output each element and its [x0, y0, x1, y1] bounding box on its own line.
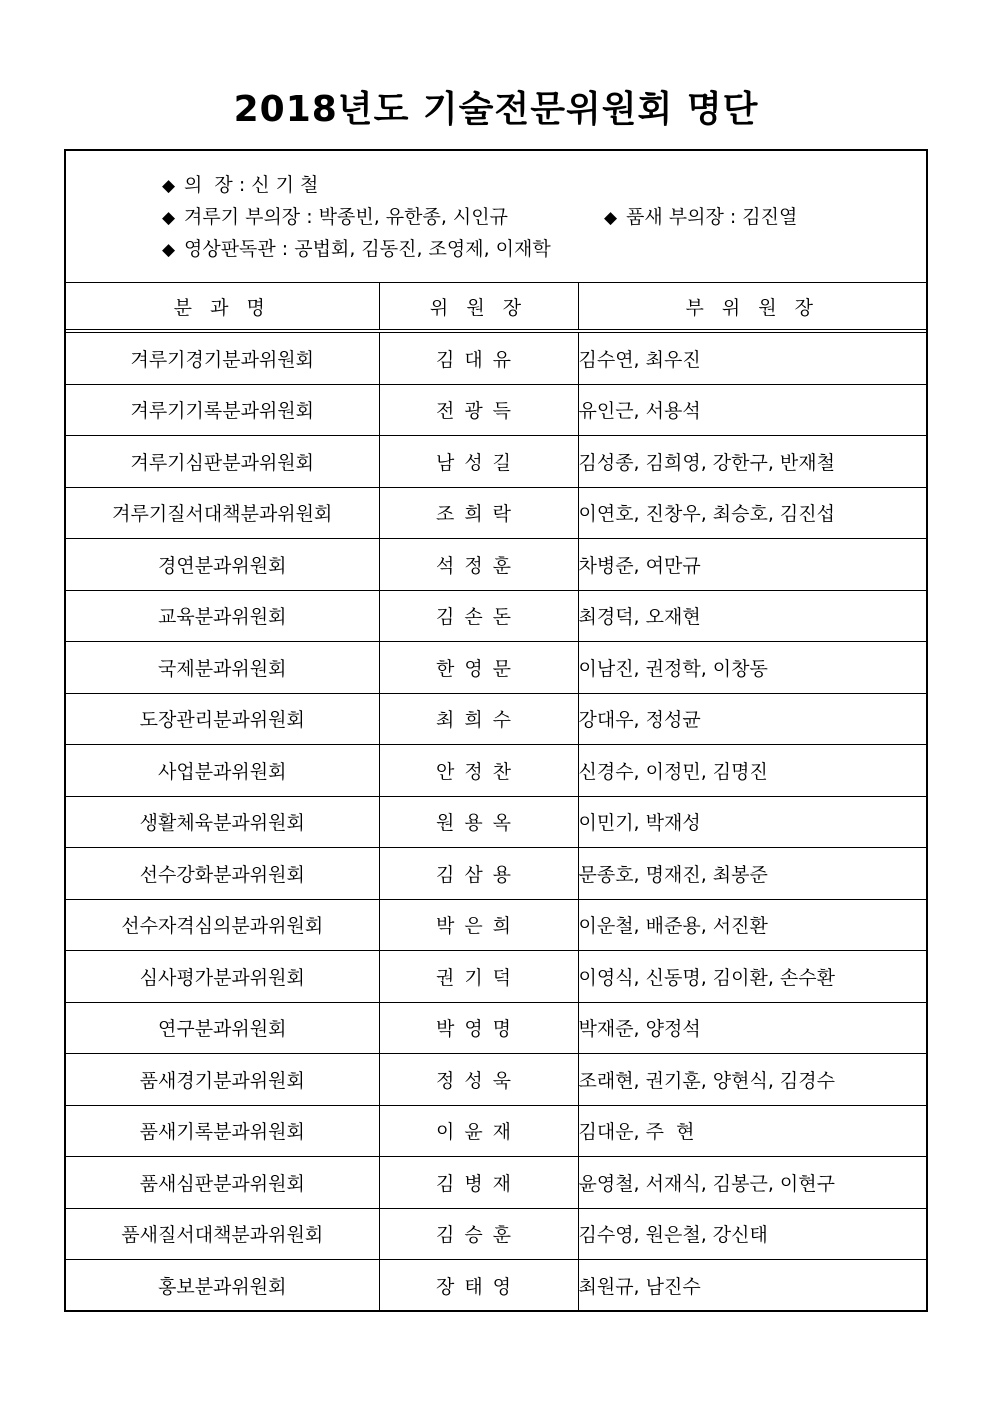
- vice-chairs-cell: 조래현, 권기훈, 양현식, 김경수: [578, 1054, 926, 1106]
- diamond-bullet-icon: ◆: [604, 208, 618, 228]
- committee-name-cell: 홍보분과위원회: [66, 1260, 379, 1311]
- chair-cell: 원용옥: [379, 796, 578, 848]
- table-row: [66, 487, 926, 539]
- vice-chairs-cell: 김성종, 김희영, 강한구, 반재철: [578, 436, 926, 488]
- committee-name-cell: 경연분과위원회: [66, 539, 379, 591]
- chair-cell: 김삼용: [379, 848, 578, 900]
- diamond-bullet-icon: ◆: [162, 208, 176, 228]
- header-chair: 위 원 장: [379, 283, 578, 331]
- table-body: [66, 331, 926, 1311]
- officers-summary: [66, 151, 926, 283]
- table-row: [66, 693, 926, 745]
- chair-cell: 한영문: [379, 642, 578, 694]
- kyorugi-vice-text: 겨루기 부의장 : 박종빈, 유한종, 시인규: [184, 206, 508, 228]
- vice-chairs-cell: 윤영철, 서재식, 김봉근, 이현구: [578, 1157, 926, 1209]
- committee-table: [66, 283, 926, 1311]
- vice-chairs-cell: 이영식, 신동명, 김이환, 손수환: [578, 951, 926, 1003]
- vice-chairs-cell: 김수연, 최우진: [578, 331, 926, 384]
- chair-cell: 김대유: [379, 331, 578, 384]
- table-row: [66, 1002, 926, 1054]
- committee-name-cell: 겨루기질서대책분과위원회: [66, 487, 379, 539]
- committee-name-cell: 겨루기심판분과위원회: [66, 436, 379, 488]
- chair-cell: 박은희: [379, 899, 578, 951]
- chair-cell: 남성길: [379, 436, 578, 488]
- chair-cell: 안정찬: [379, 745, 578, 797]
- poomsae-vice-line: [604, 204, 797, 231]
- vice-chairs-cell: 이운철, 배준용, 서진환: [578, 899, 926, 951]
- chair-line: [162, 172, 318, 199]
- video-judges-text: 영상판독관 : 공법회, 김동진, 조영제, 이재학: [184, 238, 551, 260]
- video-judges-line: [162, 236, 551, 263]
- vice-chairs-cell: 최원규, 남진수: [578, 1260, 926, 1311]
- table-row: [66, 745, 926, 797]
- table-row: [66, 848, 926, 900]
- table-row: [66, 436, 926, 488]
- vice-chairs-cell: 김수영, 원은철, 강신태: [578, 1208, 926, 1260]
- chair-cell: 권기덕: [379, 951, 578, 1003]
- table-row: [66, 1157, 926, 1209]
- table-row: [66, 1260, 926, 1311]
- chair-cell: 김병재: [379, 1157, 578, 1209]
- vice-chairs-cell: 강대우, 정성균: [578, 693, 926, 745]
- table-row: [66, 1208, 926, 1260]
- committee-name-cell: 품새질서대책분과위원회: [66, 1208, 379, 1260]
- poomsae-vice-text: 품새 부의장 : 김진열: [626, 206, 798, 228]
- chair-cell: 이윤재: [379, 1105, 578, 1157]
- vice-chairs-cell: 신경수, 이정민, 김명진: [578, 745, 926, 797]
- committee-name-cell: 품새경기분과위원회: [66, 1054, 379, 1106]
- header-vice-chairs: 부 위 원 장: [578, 283, 926, 331]
- table-header-row: [66, 283, 926, 331]
- table-row: [66, 899, 926, 951]
- chair-text: 의 장 : 신 기 철: [184, 174, 319, 196]
- chair-cell: 조희락: [379, 487, 578, 539]
- table-row: [66, 590, 926, 642]
- chair-cell: 정성욱: [379, 1054, 578, 1106]
- chair-cell: 전광득: [379, 384, 578, 436]
- vice-chairs-cell: 최경덕, 오재현: [578, 590, 926, 642]
- table-row: [66, 384, 926, 436]
- diamond-bullet-icon: ◆: [162, 240, 176, 260]
- committee-name-cell: 도장관리분과위원회: [66, 693, 379, 745]
- table-row: [66, 331, 926, 384]
- committee-name-cell: 품새심판분과위원회: [66, 1157, 379, 1209]
- vice-chairs-cell: 김대운, 주 현: [578, 1105, 926, 1157]
- vice-chairs-cell: 문종호, 명재진, 최봉준: [578, 848, 926, 900]
- document-title: 2018년도 기술전문위원회 명단: [233, 89, 759, 130]
- committee-name-cell: 선수자격심의분과위원회: [66, 899, 379, 951]
- header-committee-name: 분 과 명: [66, 283, 379, 331]
- vice-chairs-cell: 이연호, 진창우, 최승호, 김진섭: [578, 487, 926, 539]
- committee-name-cell: 품새기록분과위원회: [66, 1105, 379, 1157]
- table-row: [66, 1105, 926, 1157]
- committee-name-cell: 사업분과위원회: [66, 745, 379, 797]
- committee-name-cell: 선수강화분과위원회: [66, 848, 379, 900]
- vice-chairs-cell: 유인근, 서용석: [578, 384, 926, 436]
- diamond-bullet-icon: ◆: [162, 176, 176, 196]
- roster-frame: [64, 149, 928, 1312]
- vice-chairs-cell: 박재준, 양정석: [578, 1002, 926, 1054]
- chair-cell: 김손돈: [379, 590, 578, 642]
- table-row: [66, 539, 926, 591]
- vice-chairs-cell: 차병준, 여만규: [578, 539, 926, 591]
- committee-name-cell: 국제분과위원회: [66, 642, 379, 694]
- chair-cell: 박영명: [379, 1002, 578, 1054]
- table-row: [66, 796, 926, 848]
- committee-name-cell: 겨루기기록분과위원회: [66, 384, 379, 436]
- committee-name-cell: 겨루기경기분과위원회: [66, 331, 379, 384]
- vice-chairs-cell: 이민기, 박재성: [578, 796, 926, 848]
- chair-cell: 장태영: [379, 1260, 578, 1311]
- committee-name-cell: 생활체육분과위원회: [66, 796, 379, 848]
- chair-cell: 석정훈: [379, 539, 578, 591]
- committee-name-cell: 교육분과위원회: [66, 590, 379, 642]
- table-row: [66, 1054, 926, 1106]
- committee-name-cell: 심사평가분과위원회: [66, 951, 379, 1003]
- vice-chairs-cell: 이남진, 권정학, 이창동: [578, 642, 926, 694]
- table-row: [66, 642, 926, 694]
- committee-name-cell: 연구분과위원회: [66, 1002, 379, 1054]
- table-row: [66, 951, 926, 1003]
- kyorugi-vice-line: [162, 204, 508, 231]
- chair-cell: 최희수: [379, 693, 578, 745]
- chair-cell: 김승훈: [379, 1208, 578, 1260]
